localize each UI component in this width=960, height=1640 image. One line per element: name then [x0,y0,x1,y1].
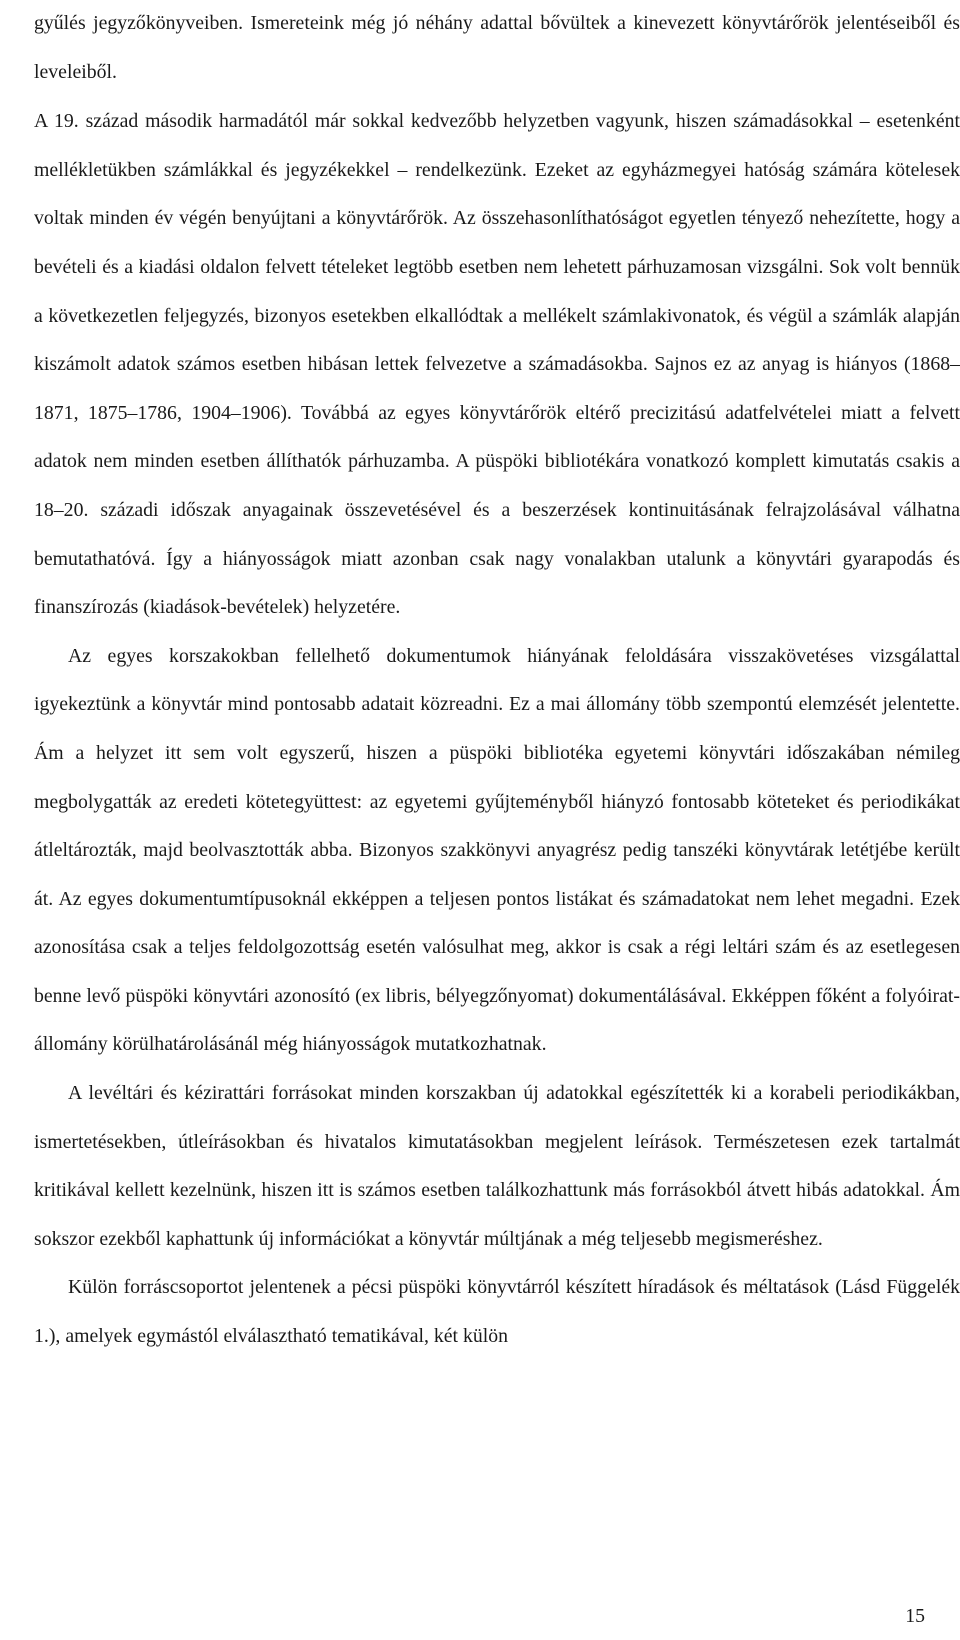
paragraph-text: gyűlés jegyzőkönyveiben. Ismereteink még jó néhány adattal bővültek a kinevezett könyvtárőrök jelentéseiből és leveleiből. [34,12,960,83]
paragraph-archival-sources [34,1069,960,1263]
paragraph-text: Az egyes korszakokban fellelhető dokumentumok hiányának feloldására visszakövetéses vizsgálattal igyekeztünk a könyvtár mind pontosabb adatait közreadni. Ez a mai állomány több szempontú elemzését jelentette. Ám a helyzet itt sem volt egyszerű, hiszen a püspöki bibliotéka egyetemi könyvtári időszakában némileg megbolygatták az eredeti kötetegyüttest: az egyetemi gyűjteményből hiányzó fontosabb köteteket és periodikákat átleltározták, majd beolvasztották abba. Bizonyos szakkönyvi anyagrész pedig tanszéki könyvtárak letétjébe került át. Az egyes dokumentumtípusoknál ekképpen a teljesen pontos listákat és számadatokat nem lehet megadni. Ezek azonosítása csak a teljes feldolgozottság esetén valósulhat meg, akkor is csak a régi leltári szám és az esetlegesen benne levő püspöki könyvtári azonosító (ex libris, bélyegzőnyomat) dokumentálásával. Ekképpen főként a folyóirat-állomány körülhatárolásánál még hiányosságok mutatkozhatnak. [34,644,960,1056]
paragraph-accounts [34,97,960,632]
paragraph-text: A 19. század második harmadától már sokkal kedvezőbb helyzetben vagyunk, hiszen számadásokkal – esetenként mellékletükben számlákkal és jegyzékekkel – rendelkezünk. Ezeket az egyházmegyei hatóság számára kötelesek voltak minden év végén benyújtani a könyvtárőrök. Az összehasonlíthatóságot egyetlen tényező nehezítette, hogy a bevételi és a kiadási oldalon felvett tételeket legtöbb esetben nem lehetett párhuzamosan vizsgálni. Sok volt bennük a következetlen feljegyzés, bizonyos esetekben elkallódtak a mellékelt számlakivonatok, és végül a számlák alapján kiszámolt adatok számos esetben hibásan lettek felvezetve a számadásokba. Sajnos ez az anyag is hiányos (1868–1871, 1875–1786, 1904–1906). Továbbá az egyes könyvtárőrök eltérő precizitású adatfelvételei miatt a felvett adatok nem minden esetben állíthatók párhuzamba. A püspöki bibliotékára vonatkozó komplett kimutatás csakis a 18–20. századi időszak anyagainak összevetésével és a beszerzések kontinuitásának felrajzolásával válhatna bemutathatóvá. Így a hiányosságok miatt azonban csak nagy vonalakban utalunk a könyvtári gyarapodás és finanszírozás (kiadások-bevételek) helyzetére. [34,110,960,619]
paragraph-separate-source-group [34,1263,960,1360]
paragraph-retrospective-analysis [34,632,960,1069]
paragraph-text: A levéltári és kézirattári forrásokat minden korszakban új adatokkal egészítették ki a korabeli periodikákban, ismertetésekben, útleírásokban és hivatalos kimutatásokban megjelent leírások. Természetesen ezek tartalmát kritikával kellett kezelnünk, hiszen itt is számos esetben találkozhattunk más forrásokból átvett hibás adatokkal. Ám sokszor ezekből kaphattunk új információkat a könyvtár múltjának a még teljesebb megismeréshez. [34,1082,960,1250]
paragraph-intro-fragment [34,0,960,97]
page-number: 15 [905,1605,925,1627]
document-page [34,0,960,1361]
paragraph-text: Külön forráscsoportot jelentenek a pécsi püspöki könyvtárról készített híradások és méltatások (Lásd Függelék 1.), amelyek egymástól elválasztható tematikával, két külön [34,1276,960,1348]
